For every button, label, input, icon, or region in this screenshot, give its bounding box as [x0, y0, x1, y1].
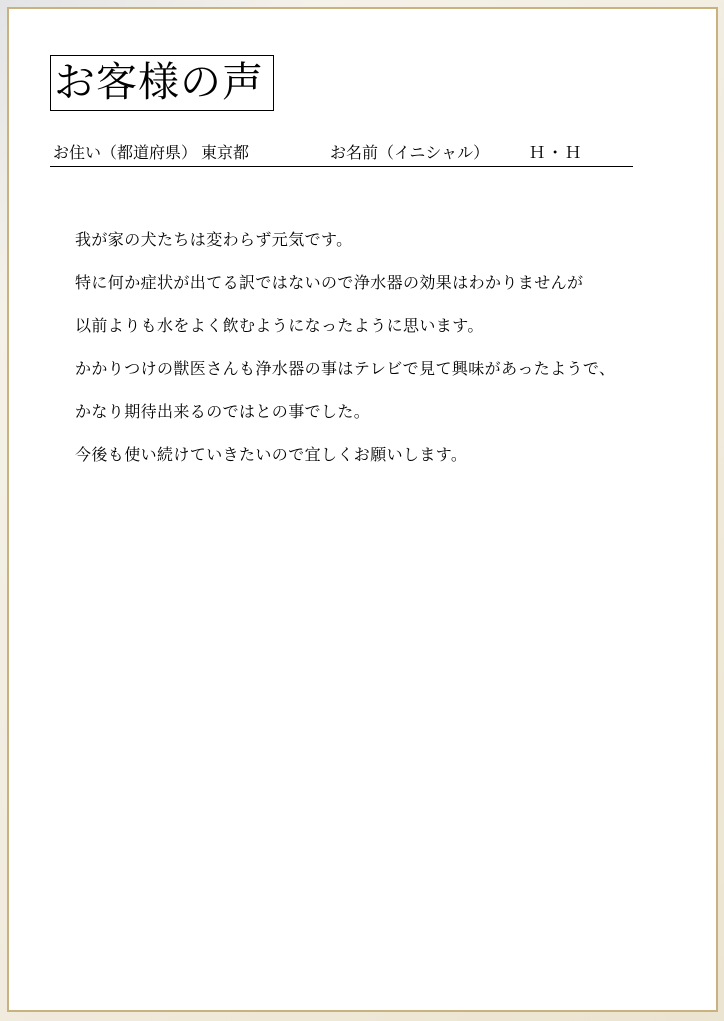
- page-title: お客様の声: [54, 59, 264, 105]
- residence-value: 東京都: [201, 145, 250, 162]
- testimonial-line: 我が家の犬たちは変わらず元気です。: [75, 232, 353, 249]
- testimonial-body: [75, 219, 686, 477]
- title-box: [50, 55, 274, 111]
- testimonial-line: 以前よりも水をよく飲むようになったように思います。: [75, 318, 484, 335]
- respondent-info-line: [50, 143, 633, 167]
- testimonial-page: [7, 7, 718, 1012]
- testimonial-line: 特に何か症状が出てる訳ではないので浄水器の効果はわかりませんが: [75, 275, 584, 292]
- residence-label: お住い（都道府県）: [53, 145, 198, 162]
- name-initials-value: Ｈ・Ｈ: [529, 145, 584, 162]
- testimonial-line: 今後も使い続けていきたいので宜しくお願いします。: [75, 447, 468, 464]
- testimonial-line: かかりつけの獣医さんも浄水器の事はテレビで見て興味があったようで、: [75, 361, 616, 378]
- name-label: お名前（イニシャル）: [330, 145, 490, 162]
- testimonial-line: かなり期待出来るのではとの事でした。: [75, 404, 371, 421]
